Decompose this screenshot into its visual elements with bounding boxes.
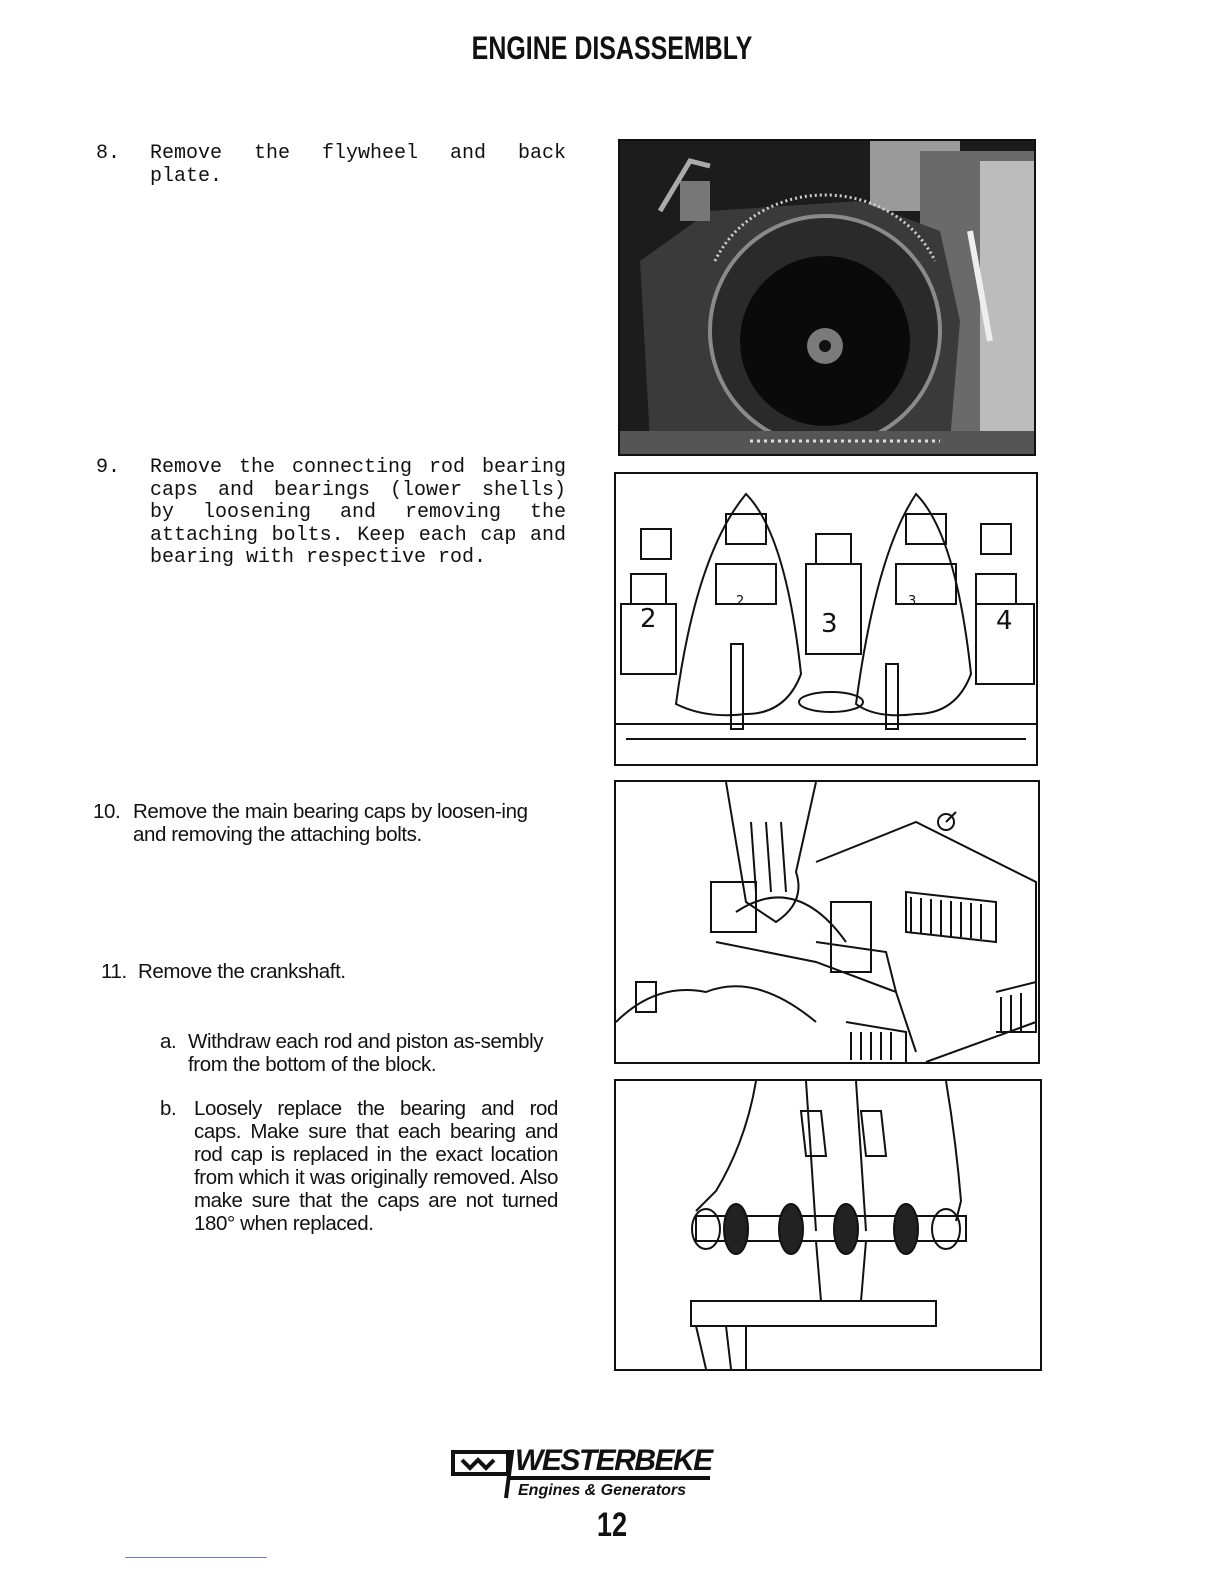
cap-label-3: 3 <box>821 609 838 639</box>
brand-name: WESTERBEKE <box>515 1444 712 1477</box>
crankshaft-removal-diagram <box>614 1079 1042 1371</box>
footer-divider <box>125 1557 267 1558</box>
step-text: Remove the main bearing caps by loosen-ing and removing the attaching bolts. <box>133 800 528 846</box>
substep-text: Withdraw each rod and piston as-sembly from the bottom of the block. <box>188 1030 544 1076</box>
substep-text: Loosely replace the bearing and rod caps. Make sure that each bearing and rod cap is replaced in the exact location from which it was originally removed. Also make sure that the caps are not turned 180° when replaced. <box>194 1097 558 1235</box>
westerbeke-logo <box>450 1444 715 1508</box>
step-number: 9. <box>96 456 121 479</box>
step-number: 8. <box>96 142 121 165</box>
page-title: ENGINE DISASSEMBLY <box>471 30 753 66</box>
flywheel-photo <box>618 139 1036 456</box>
step-number: 10. <box>93 800 121 823</box>
rod-bearing-caps-diagram <box>614 472 1038 766</box>
step-text: Remove the flywheel and back plate. <box>150 142 566 188</box>
cap-label-2: 2 <box>640 604 657 634</box>
cap-label-2-small: 2 <box>736 594 745 609</box>
cap-label-3-small: 3 <box>908 594 917 609</box>
cap-label-4: 4 <box>996 606 1013 636</box>
brand-tagline: Engines & Generators <box>518 1482 687 1499</box>
page-number: 12 <box>596 1506 628 1544</box>
main-bearing-cap-diagram <box>614 780 1040 1064</box>
substep-letter: b. <box>160 1097 177 1120</box>
step-text: Remove the connecting rod bearing caps and bearings (lower shells) by loosening and removing the attaching bolts. Keep each cap and bearing with respective rod. <box>150 456 566 569</box>
substep-letter: a. <box>160 1030 177 1053</box>
step-text: Remove the crankshaft. <box>138 960 346 983</box>
step-number: 11. <box>101 960 127 983</box>
